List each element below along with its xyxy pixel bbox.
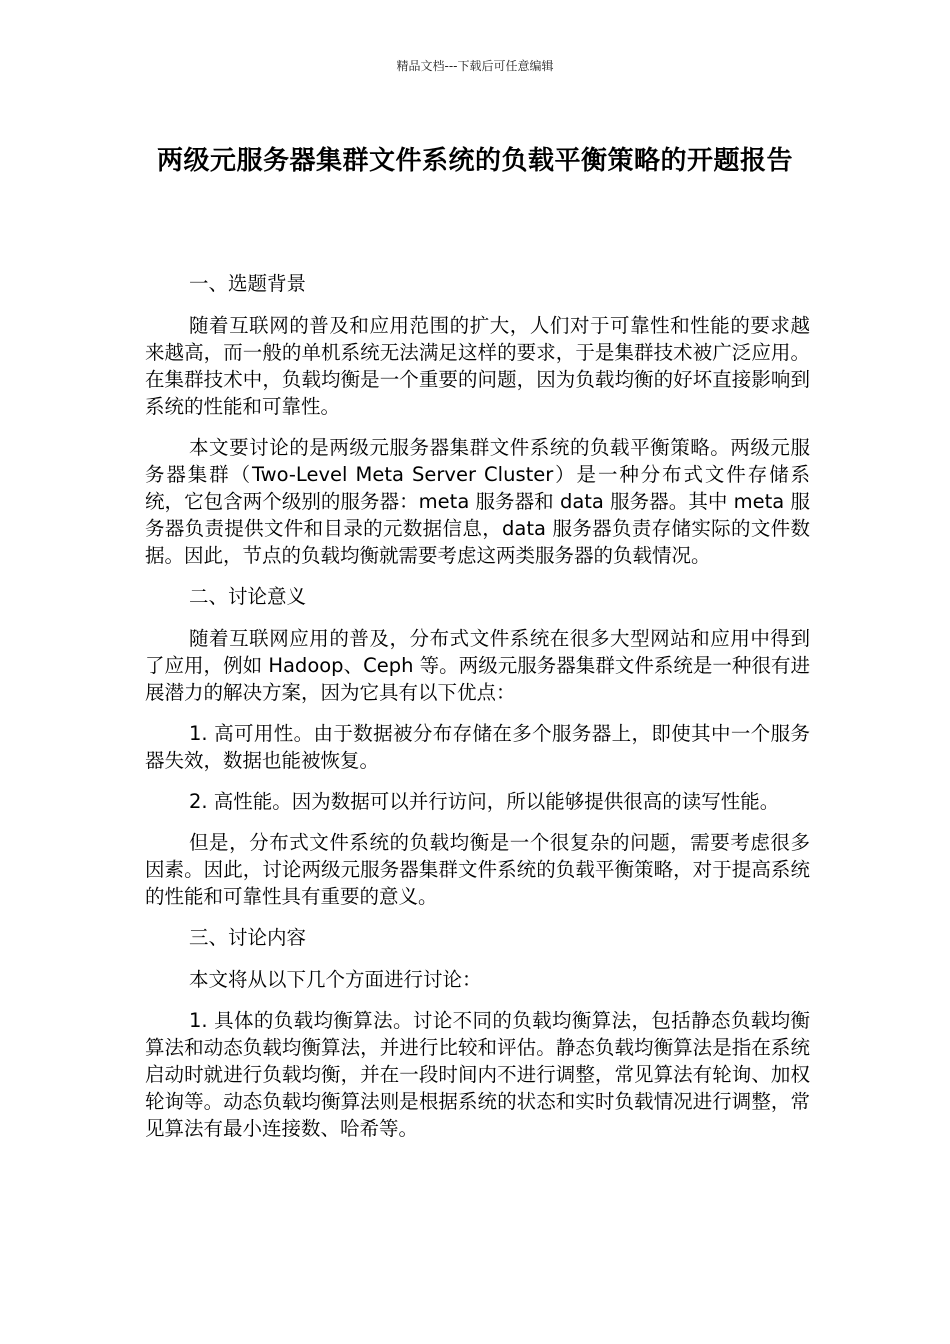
document-title: 两级元服务器集群文件系统的负载平衡策略的开题报告 <box>156 146 793 176</box>
document-body <box>145 270 810 1156</box>
paragraph: 但是，分布式文件系统的负载均衡是一个很复杂的问题，需要考虑很多因素。因此，讨论两级元服务器集群文件系统的负载平衡策略，对于提高系统的性能和可靠性具有重要的意义。 <box>145 831 810 908</box>
section-heading-background: 一、选题背景 <box>189 272 307 295</box>
list-item: 2. 高性能。因为数据可以并行访问，所以能够提供很高的读写性能。 <box>189 790 780 813</box>
paragraph: 随着互联网的普及和应用范围的扩大，人们对于可靠性和性能的要求越来越高，而一般的单机系统无法满足这样的要求，于是集群技术被广泛应用。在集群技术中，负载均衡是一个重要的问题，因为负载均衡的好坏直接影响到系统的性能和可靠性。 <box>145 314 810 418</box>
paragraph: 本文将从以下几个方面进行讨论： <box>189 968 482 991</box>
header-note: 精品文档---下载后可任意编辑 <box>396 59 554 73</box>
paragraph: 本文要讨论的是两级元服务器集群文件系统的负载平衡策略。两级元服务器集群（Two-Level Meta Server Cluster）是一种分布式文件存储系统，它包含两个级别的服务器：meta 服务器和 data 服务器。其中 meta 服务器负责提供文件和目录的元数据信息，data 服务器负责存储实际的文件数据。因此，节点的负载均衡就需要考虑这两类服务器的负载情况。 <box>145 436 810 567</box>
section-heading-significance: 二、讨论意义 <box>189 585 307 608</box>
list-item: 1. 具体的负载均衡算法。讨论不同的负载均衡算法，包括静态负载均衡算法和动态负载均衡算法，并进行比较和评估。静态负载均衡算法是指在系统启动时就进行负载均衡，并在一段时间内不进行调整，常见算法有轮询、加权轮询等。动态负载均衡算法则是根据系统的状态和实时负载情况进行调整，常见算法有最小连接数、哈希等。 <box>145 1009 810 1140</box>
section-heading-content: 三、讨论内容 <box>189 926 307 949</box>
list-item: 1. 高可用性。由于数据被分布存储在多个服务器上，即使其中一个服务器失效，数据也能被恢复。 <box>145 722 810 772</box>
paragraph: 随着互联网应用的普及，分布式文件系统在很多大型网站和应用中得到了应用，例如 Hadoop、Ceph 等。两级元服务器集群文件系统是一种很有进展潜力的解决方案，因为它具有以下优点： <box>145 627 810 704</box>
